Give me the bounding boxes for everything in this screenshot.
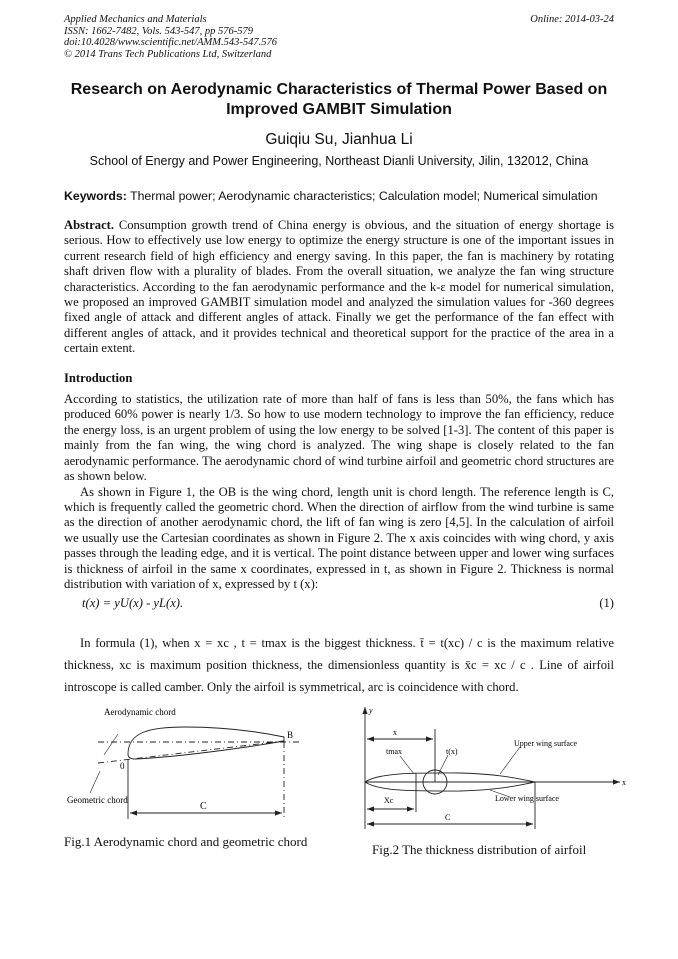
geometric-chord-label: Geometric chord (67, 794, 128, 805)
lower-surface-label: Lower wing surface (495, 793, 559, 803)
intro-paragraph-2: As shown in Figure 1, the OB is the wing chord, length unit is chord length. The reference length is C, which is frequently called the geometric chord. When the direction of airflow from the wind turbine is same as the direction of another aerodynamic chord, the lift of fan wing is zero [4,5]. In the calculation of airfoil we usually use the Cartesian coordinates as shown in Figure 2. The x axis coincides with wing chord, y axis passes through the leading edge, and it is vertical. The point distance between upper and lower wing surfaces is thickness of airfoil in the same x coordinates, expressed in t, as shown in Figure 2. Thickness is normal distribution with variation of x, expressed by t (x): (64, 484, 614, 591)
figures (0, 702, 678, 867)
intro-paragraph-1: According to statistics, the utilization rate of more than half of fans is less than 50%, the fans which has produced 60% power is nearly 1/3. So how to use modern technology to improve the fan efficiency, reduce the energy loss, is an urgent problem of using the low energy to be solved [1-3]. The content of this paper is mainly from the fan wing, the wing chord is analyzed. The wing shape is closely related to the fan aerodynamic performance. The aerodynamic chord of wind turbine airfoil and geometric chord structures are as shown below. (64, 392, 614, 484)
authors: Guiqiu Su, Jianhua Li (265, 131, 413, 148)
intro-paragraph-3: In formula (1), when x = xc , t = tmax is the biggest thickness. t̄ = t(xc) / c is the maximum relative thickness, xc is maximum position thickness, the dimensionless quantity is x̄c = xc / c . Line of airfoil introscope is called camber. Only the airfoil is symmetrical, arc is coincidence with chord. (64, 635, 614, 694)
y-axis-label: y (369, 705, 373, 715)
point-b-label: B (287, 729, 294, 740)
figure-1-aerodynamic-chord (90, 727, 300, 819)
formula: t(x) = yU(x) - yL(x). (82, 596, 184, 611)
keywords-text: Thermal power; Aerodynamic characteristics; Calculation model; Numerical simulation (126, 189, 598, 203)
figures-drawing (0, 702, 678, 837)
journal-header (64, 14, 277, 60)
online-date: Online: 2014-03-24 (530, 14, 614, 25)
copyright: © 2014 Trans Tech Publications Ltd, Switzerland (64, 48, 272, 60)
section-heading: Introduction (64, 370, 133, 385)
issn: ISSN: 1662-7482, Vols. 543-547, pp 576-579 (64, 25, 253, 37)
figure-2-thickness-distribution (365, 707, 620, 829)
paper-title: Research on Aerodynamic Characteristics of Thermal Power Based on Improved GAMBIT Simulation (70, 81, 608, 118)
x-axis-label: x (622, 777, 626, 787)
tmax-label: tmax (386, 746, 402, 756)
point-o-label: 0 (120, 760, 125, 771)
c-label: C (445, 812, 451, 822)
keywords-label: Keywords: (64, 189, 127, 203)
abstract-text: Consumption growth trend of China energy is obvious, and the situation of energy shortage is serious. How to effectively use low energy to optimize the energy structure is one of the important issues in current research field of high efficiency and energy saving. In this paper, the fan is machinery by rotating shaft driven flow with a plurality of blades. From the overall situation, we analyze the fan wing structure characteristics. According to the fan aerodynamic performance and the k-ε model for numerical simulation, we proposed an improved GAMBIT simulation model and analyzed the simulation values for -360 degrees fixed angle of attack and different angles of attack. Finally we get the performance of the fan effect with different angles of attack, and it provides technical and theoretical support for the practice of the area in a certain extent. (64, 218, 614, 356)
aerodynamic-chord-label: Aerodynamic chord (104, 706, 176, 717)
equation-number: (1) (599, 596, 614, 611)
figure-1-caption: Fig.1 Aerodynamic chord and geometric chord (64, 833, 308, 849)
journal-header-row (64, 14, 614, 60)
journal-name: Applied Mechanics and Materials (64, 14, 207, 25)
keywords (64, 189, 614, 204)
tx-label: t(x) (446, 746, 458, 756)
equation-row (64, 596, 614, 611)
chord-c-label: C (200, 800, 207, 812)
affiliation: School of Energy and Power Engineering, Northeast Dianli University, Jilin, 132012, China (89, 154, 589, 168)
doi: doi:10.4028/www.scientific.net/AMM.543-547.576 (64, 37, 277, 48)
upper-surface-label: Upper wing surface (514, 738, 578, 748)
x-dimension-label: x (393, 727, 397, 737)
figure-2-caption: Fig.2 The thickness distribution of airfoil (372, 841, 587, 857)
abstract-label: Abstract. (64, 218, 115, 232)
abstract (64, 218, 614, 357)
xc-label: Xc (384, 795, 394, 805)
